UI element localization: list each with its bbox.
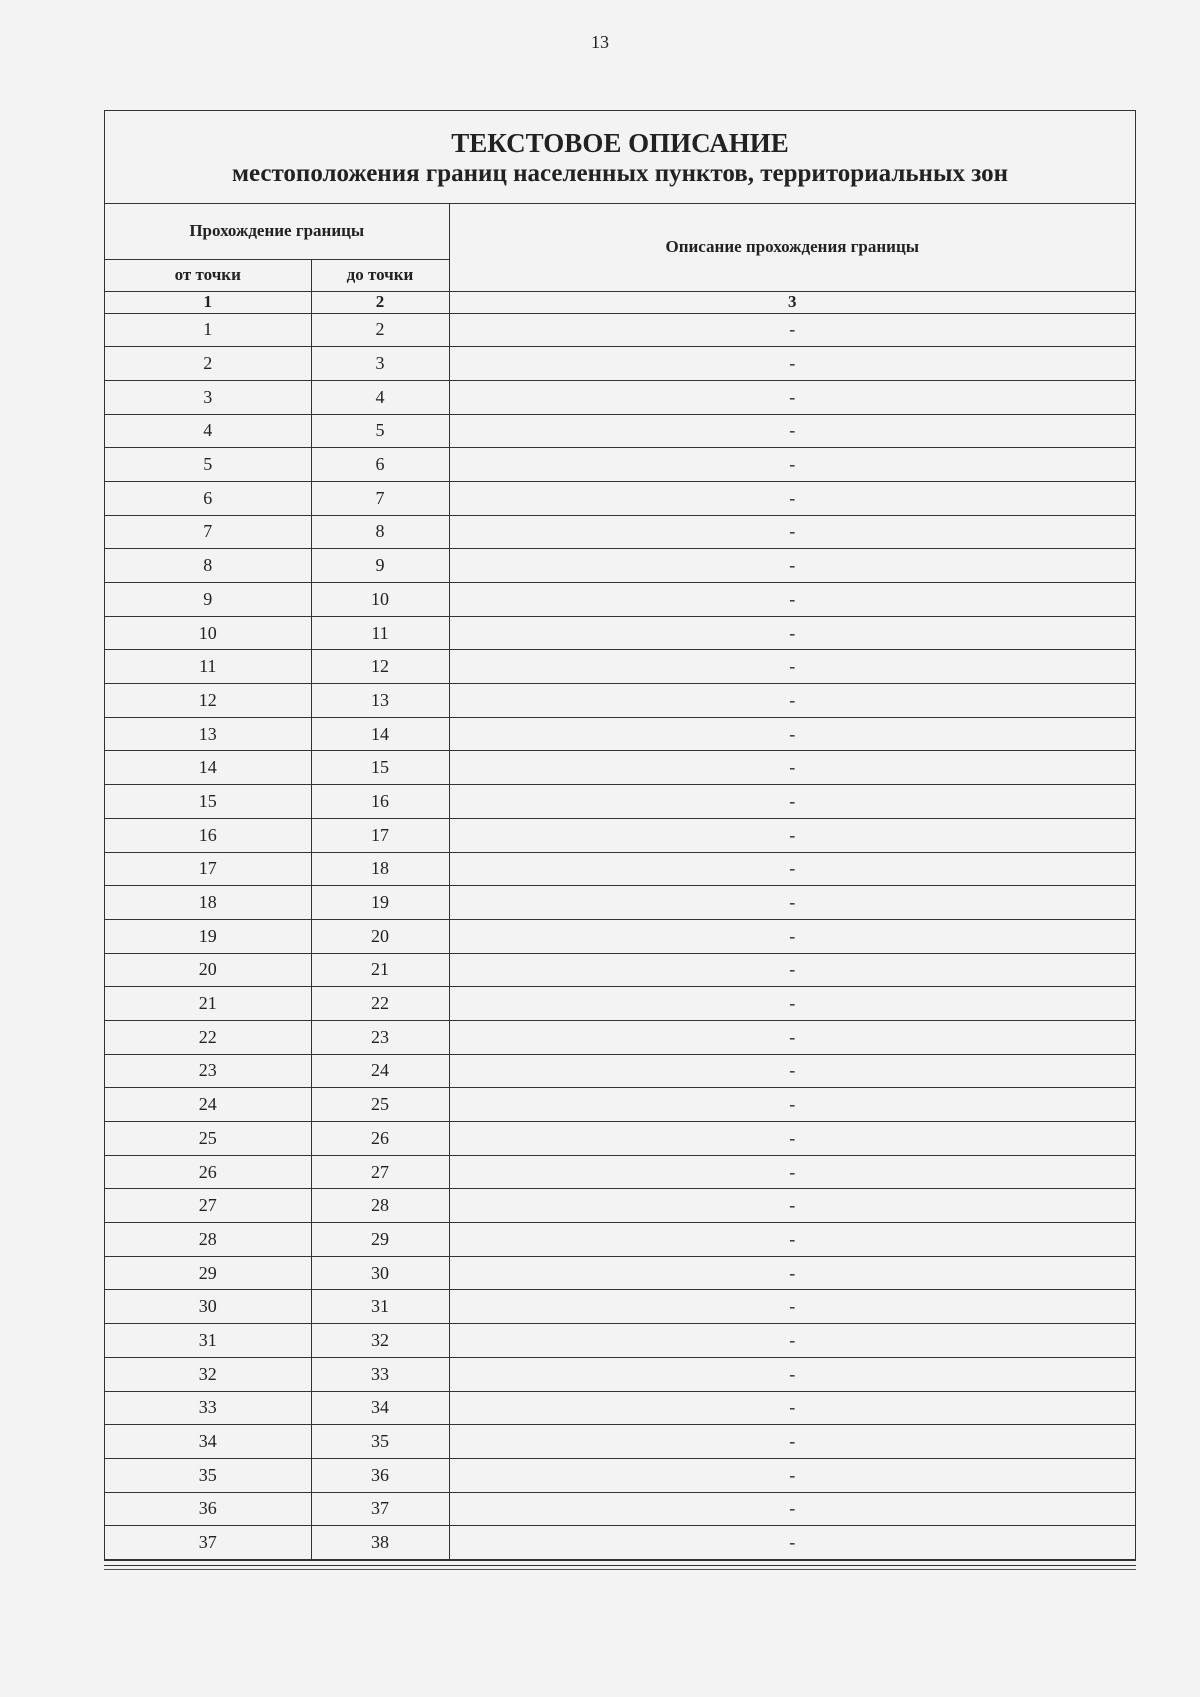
from-point-cell: 2 bbox=[105, 347, 311, 381]
to-point-cell: 19 bbox=[311, 886, 449, 920]
description-cell: - bbox=[449, 1492, 1135, 1526]
to-point-cell: 25 bbox=[311, 1088, 449, 1122]
from-point-cell: 9 bbox=[105, 583, 311, 617]
from-point-cell: 17 bbox=[105, 852, 311, 886]
to-point-cell: 14 bbox=[311, 717, 449, 751]
description-cell: - bbox=[449, 1526, 1135, 1560]
from-point-cell: 12 bbox=[105, 684, 311, 718]
to-point-cell: 21 bbox=[311, 953, 449, 987]
title-line-2: местоположения границ населенных пунктов, территориальных зон bbox=[231, 160, 1009, 187]
column-number-1: 1 bbox=[105, 291, 311, 313]
to-point-cell: 32 bbox=[311, 1324, 449, 1358]
to-point-cell: 13 bbox=[311, 684, 449, 718]
to-point-cell: 34 bbox=[311, 1391, 449, 1425]
bottom-double-rule bbox=[104, 1565, 1136, 1570]
description-cell: - bbox=[449, 583, 1135, 617]
to-point-cell: 35 bbox=[311, 1425, 449, 1459]
from-point-cell: 36 bbox=[105, 1492, 311, 1526]
table-row bbox=[105, 1256, 1135, 1290]
table-row bbox=[105, 448, 1135, 482]
table-row bbox=[105, 785, 1135, 819]
to-point-cell: 12 bbox=[311, 650, 449, 684]
table-row bbox=[105, 1020, 1135, 1054]
table-row bbox=[105, 1391, 1135, 1425]
table-row bbox=[105, 1189, 1135, 1223]
boundary-table bbox=[105, 204, 1135, 1560]
to-point-cell: 33 bbox=[311, 1357, 449, 1391]
table-row bbox=[105, 684, 1135, 718]
description-cell: - bbox=[449, 987, 1135, 1021]
from-point-cell: 1 bbox=[105, 313, 311, 347]
to-point-cell: 29 bbox=[311, 1223, 449, 1257]
from-point-cell: 37 bbox=[105, 1526, 311, 1560]
column-number-2: 2 bbox=[311, 291, 449, 313]
table-row bbox=[105, 347, 1135, 381]
from-point-cell: 23 bbox=[105, 1054, 311, 1088]
table-row bbox=[105, 919, 1135, 953]
to-point-cell: 37 bbox=[311, 1492, 449, 1526]
table-body bbox=[105, 313, 1135, 1559]
from-point-cell: 24 bbox=[105, 1088, 311, 1122]
table-row bbox=[105, 1526, 1135, 1560]
table-row bbox=[105, 1357, 1135, 1391]
table-row bbox=[105, 515, 1135, 549]
table-row bbox=[105, 1324, 1135, 1358]
table-row bbox=[105, 1458, 1135, 1492]
from-point-cell: 27 bbox=[105, 1189, 311, 1223]
from-point-cell: 31 bbox=[105, 1324, 311, 1358]
to-point-cell: 11 bbox=[311, 616, 449, 650]
page-number: 13 bbox=[591, 32, 609, 52]
from-point-cell: 14 bbox=[105, 751, 311, 785]
to-point-cell: 7 bbox=[311, 481, 449, 515]
to-point-cell: 22 bbox=[311, 987, 449, 1021]
to-point-cell: 4 bbox=[311, 380, 449, 414]
header-to-point: до точки bbox=[311, 259, 449, 291]
description-cell: - bbox=[449, 1324, 1135, 1358]
from-point-cell: 21 bbox=[105, 987, 311, 1021]
table-row bbox=[105, 414, 1135, 448]
from-point-cell: 29 bbox=[105, 1256, 311, 1290]
from-point-cell: 13 bbox=[105, 717, 311, 751]
from-point-cell: 6 bbox=[105, 481, 311, 515]
description-cell: - bbox=[449, 616, 1135, 650]
table-row bbox=[105, 717, 1135, 751]
description-cell: - bbox=[449, 953, 1135, 987]
to-point-cell: 23 bbox=[311, 1020, 449, 1054]
description-cell: - bbox=[449, 1357, 1135, 1391]
description-cell: - bbox=[449, 1088, 1135, 1122]
to-point-cell: 31 bbox=[311, 1290, 449, 1324]
title-line-1: ТЕКСТОВОЕ ОПИСАНИЕ bbox=[451, 128, 789, 158]
table-row bbox=[105, 1425, 1135, 1459]
from-point-cell: 33 bbox=[105, 1391, 311, 1425]
description-cell: - bbox=[449, 684, 1135, 718]
column-number-3: 3 bbox=[449, 291, 1135, 313]
from-point-cell: 3 bbox=[105, 380, 311, 414]
table-row bbox=[105, 380, 1135, 414]
description-cell: - bbox=[449, 1458, 1135, 1492]
from-point-cell: 35 bbox=[105, 1458, 311, 1492]
to-point-cell: 8 bbox=[311, 515, 449, 549]
description-cell: - bbox=[449, 1155, 1135, 1189]
from-point-cell: 18 bbox=[105, 886, 311, 920]
table-row bbox=[105, 1054, 1135, 1088]
description-cell: - bbox=[449, 751, 1135, 785]
to-point-cell: 28 bbox=[311, 1189, 449, 1223]
from-point-cell: 19 bbox=[105, 919, 311, 953]
description-cell: - bbox=[449, 515, 1135, 549]
description-cell: - bbox=[449, 818, 1135, 852]
description-cell: - bbox=[449, 919, 1135, 953]
description-cell: - bbox=[449, 549, 1135, 583]
table-row bbox=[105, 953, 1135, 987]
description-cell: - bbox=[449, 650, 1135, 684]
table-row bbox=[105, 583, 1135, 617]
from-point-cell: 8 bbox=[105, 549, 311, 583]
to-point-cell: 6 bbox=[311, 448, 449, 482]
to-point-cell: 3 bbox=[311, 347, 449, 381]
table-row bbox=[105, 852, 1135, 886]
from-point-cell: 26 bbox=[105, 1155, 311, 1189]
description-cell: - bbox=[449, 717, 1135, 751]
description-cell: - bbox=[449, 1290, 1135, 1324]
description-cell: - bbox=[449, 1425, 1135, 1459]
to-point-cell: 10 bbox=[311, 583, 449, 617]
header-passage: Прохождение границы bbox=[105, 204, 449, 259]
description-cell: - bbox=[449, 1122, 1135, 1156]
from-point-cell: 5 bbox=[105, 448, 311, 482]
table-row bbox=[105, 818, 1135, 852]
from-point-cell: 7 bbox=[105, 515, 311, 549]
description-cell: - bbox=[449, 1054, 1135, 1088]
description-cell: - bbox=[449, 481, 1135, 515]
table-row bbox=[105, 1122, 1135, 1156]
table-row bbox=[105, 751, 1135, 785]
table-row bbox=[105, 650, 1135, 684]
to-point-cell: 36 bbox=[311, 1458, 449, 1492]
from-point-cell: 30 bbox=[105, 1290, 311, 1324]
description-cell: - bbox=[449, 1020, 1135, 1054]
to-point-cell: 9 bbox=[311, 549, 449, 583]
description-cell: - bbox=[449, 1223, 1135, 1257]
table-row bbox=[105, 987, 1135, 1021]
from-point-cell: 15 bbox=[105, 785, 311, 819]
description-cell: - bbox=[449, 1391, 1135, 1425]
table-row bbox=[105, 1223, 1135, 1257]
description-cell: - bbox=[449, 313, 1135, 347]
table-row bbox=[105, 481, 1135, 515]
to-point-cell: 26 bbox=[311, 1122, 449, 1156]
table-row bbox=[105, 313, 1135, 347]
description-cell: - bbox=[449, 414, 1135, 448]
to-point-cell: 17 bbox=[311, 818, 449, 852]
to-point-cell: 27 bbox=[311, 1155, 449, 1189]
table-row bbox=[105, 1290, 1135, 1324]
from-point-cell: 10 bbox=[105, 616, 311, 650]
from-point-cell: 11 bbox=[105, 650, 311, 684]
to-point-cell: 30 bbox=[311, 1256, 449, 1290]
table-row bbox=[105, 1492, 1135, 1526]
to-point-cell: 24 bbox=[311, 1054, 449, 1088]
boundary-description-table bbox=[104, 110, 1136, 1561]
to-point-cell: 18 bbox=[311, 852, 449, 886]
from-point-cell: 34 bbox=[105, 1425, 311, 1459]
header-from-point: от точки bbox=[105, 259, 311, 291]
table-row bbox=[105, 616, 1135, 650]
to-point-cell: 5 bbox=[311, 414, 449, 448]
description-cell: - bbox=[449, 448, 1135, 482]
document-title bbox=[105, 111, 1135, 204]
description-cell: - bbox=[449, 1189, 1135, 1223]
description-cell: - bbox=[449, 785, 1135, 819]
description-cell: - bbox=[449, 852, 1135, 886]
table-row bbox=[105, 549, 1135, 583]
from-point-cell: 16 bbox=[105, 818, 311, 852]
from-point-cell: 4 bbox=[105, 414, 311, 448]
from-point-cell: 25 bbox=[105, 1122, 311, 1156]
description-cell: - bbox=[449, 347, 1135, 381]
header-description: Описание прохождения границы bbox=[449, 204, 1135, 291]
from-point-cell: 32 bbox=[105, 1357, 311, 1391]
table-row bbox=[105, 1155, 1135, 1189]
to-point-cell: 16 bbox=[311, 785, 449, 819]
from-point-cell: 22 bbox=[105, 1020, 311, 1054]
table-row bbox=[105, 886, 1135, 920]
description-cell: - bbox=[449, 886, 1135, 920]
to-point-cell: 20 bbox=[311, 919, 449, 953]
from-point-cell: 20 bbox=[105, 953, 311, 987]
to-point-cell: 38 bbox=[311, 1526, 449, 1560]
description-cell: - bbox=[449, 1256, 1135, 1290]
to-point-cell: 15 bbox=[311, 751, 449, 785]
to-point-cell: 2 bbox=[311, 313, 449, 347]
description-cell: - bbox=[449, 380, 1135, 414]
table-row bbox=[105, 1088, 1135, 1122]
from-point-cell: 28 bbox=[105, 1223, 311, 1257]
